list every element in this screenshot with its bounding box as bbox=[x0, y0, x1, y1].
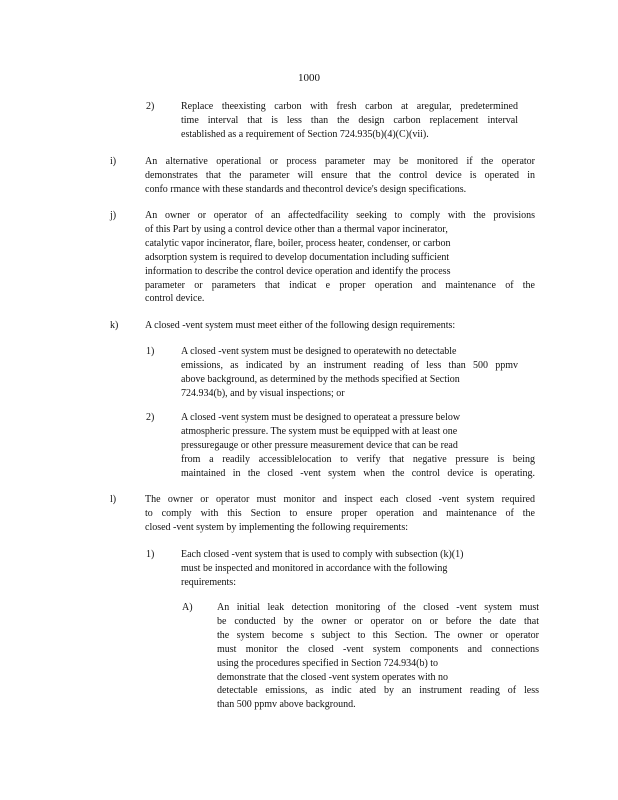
text-line: information to describe the control device operation and identify the process bbox=[145, 265, 451, 277]
item-label: 2) bbox=[146, 412, 155, 423]
text-line: An initial leak detection monitoring of the closed -vent system must bbox=[217, 602, 539, 613]
text-line: Each closed -vent system that is used to comply with subsection (k)(1) bbox=[181, 549, 464, 560]
item-label: A) bbox=[182, 602, 193, 613]
text-line: established as a requirement of Section 724.935(b)(4)(C)(vii). bbox=[181, 128, 429, 140]
text-line: A closed -vent system must meet either of the following design requirements: bbox=[145, 320, 456, 331]
text-line: from a readily accessiblelocation to verify that negative pressure is being bbox=[181, 453, 535, 465]
text-line: maintained in the closed -vent system when the control device is operating. bbox=[181, 467, 535, 479]
item-text bbox=[145, 319, 535, 333]
text-line: detectable emissions, as indic ated by an instrument reading of less bbox=[217, 685, 539, 697]
item-label: l) bbox=[110, 494, 117, 505]
text-line: time interval that is less than the design carbon replacement interval bbox=[181, 114, 518, 126]
item-text bbox=[181, 548, 501, 590]
item-label: k) bbox=[110, 320, 119, 331]
text-line: catalytic vapor incinerator, flare, boiler, process heater, condenser, or carbon bbox=[145, 237, 451, 249]
text-line: atmospheric pressure. The system must be equipped with at least one bbox=[181, 425, 458, 437]
item-label: 2) bbox=[146, 101, 155, 112]
text-line: control device. bbox=[145, 293, 205, 305]
item-text bbox=[181, 345, 518, 401]
text-line: closed -vent system by implementing the following requirements: bbox=[145, 521, 409, 533]
item-text bbox=[145, 155, 535, 197]
text-line: of this Part by using a control device other than a thermal vapor incinerator, bbox=[145, 223, 448, 235]
text-line: than 500 ppmv above background. bbox=[217, 699, 356, 711]
item-label: i) bbox=[110, 156, 117, 167]
text-line: A closed -vent system must be designed to operatewith no detectable bbox=[181, 346, 457, 357]
item-text bbox=[145, 493, 535, 535]
item-label: 1) bbox=[146, 549, 155, 560]
text-line: using the procedures specified in Section 724.934(b) to bbox=[217, 657, 439, 669]
item-text bbox=[145, 209, 535, 306]
text-line: A closed -vent system must be designed to operateat a pressure below bbox=[181, 412, 461, 423]
text-line: be conducted by the owner or operator on or before the date that bbox=[217, 615, 539, 627]
item-text bbox=[217, 601, 539, 712]
text-line: requirements: bbox=[181, 576, 236, 588]
text-line: to comply with this Section to ensure proper operation and maintenance of the bbox=[145, 507, 535, 519]
text-line: must be inspected and monitored in accordance with the following bbox=[181, 562, 448, 574]
item-label: 1) bbox=[146, 346, 155, 357]
text-line: must monitor the closed -vent system components and connections bbox=[217, 643, 539, 655]
text-line: demonstrates that the parameter will ensure that the control device is operated in bbox=[145, 169, 535, 181]
text-line: parameter or parameters that indicat e proper operation and maintenance of the bbox=[145, 279, 535, 291]
item-text bbox=[181, 100, 518, 142]
text-line: emissions, as indicated by an instrument reading of less than 500 ppmv bbox=[181, 359, 518, 371]
text-line: pressuregauge or other pressure measurement device that can be read bbox=[181, 439, 458, 451]
text-line: adsorption system is required to develop documentation including sufficient bbox=[145, 251, 450, 263]
text-line: Replace theexisting carbon with fresh carbon at aregular, predetermined bbox=[181, 101, 518, 112]
text-line: 724.934(b), and by visual inspections; or bbox=[181, 387, 345, 399]
item-label: j) bbox=[110, 210, 117, 221]
text-line: demonstrate that the closed -vent system operates with no bbox=[217, 671, 449, 683]
text-line: above background, as determined by the methods specified at Section bbox=[181, 373, 460, 385]
text-line: An alternative operational or process parameter may be monitored if the operator bbox=[145, 156, 535, 167]
text-line: confo rmance with these standards and thecontrol device's design specifications. bbox=[145, 183, 467, 195]
text-line: the system become s subject to this Section. The owner or operator bbox=[217, 629, 539, 641]
text-line: The owner or operator must monitor and inspect each closed -vent system required bbox=[145, 494, 535, 505]
page-number: 1000 bbox=[298, 72, 320, 84]
text-line: An owner or operator of an affectedfacility seeking to comply with the provisions bbox=[145, 210, 535, 221]
item-text bbox=[181, 411, 535, 481]
